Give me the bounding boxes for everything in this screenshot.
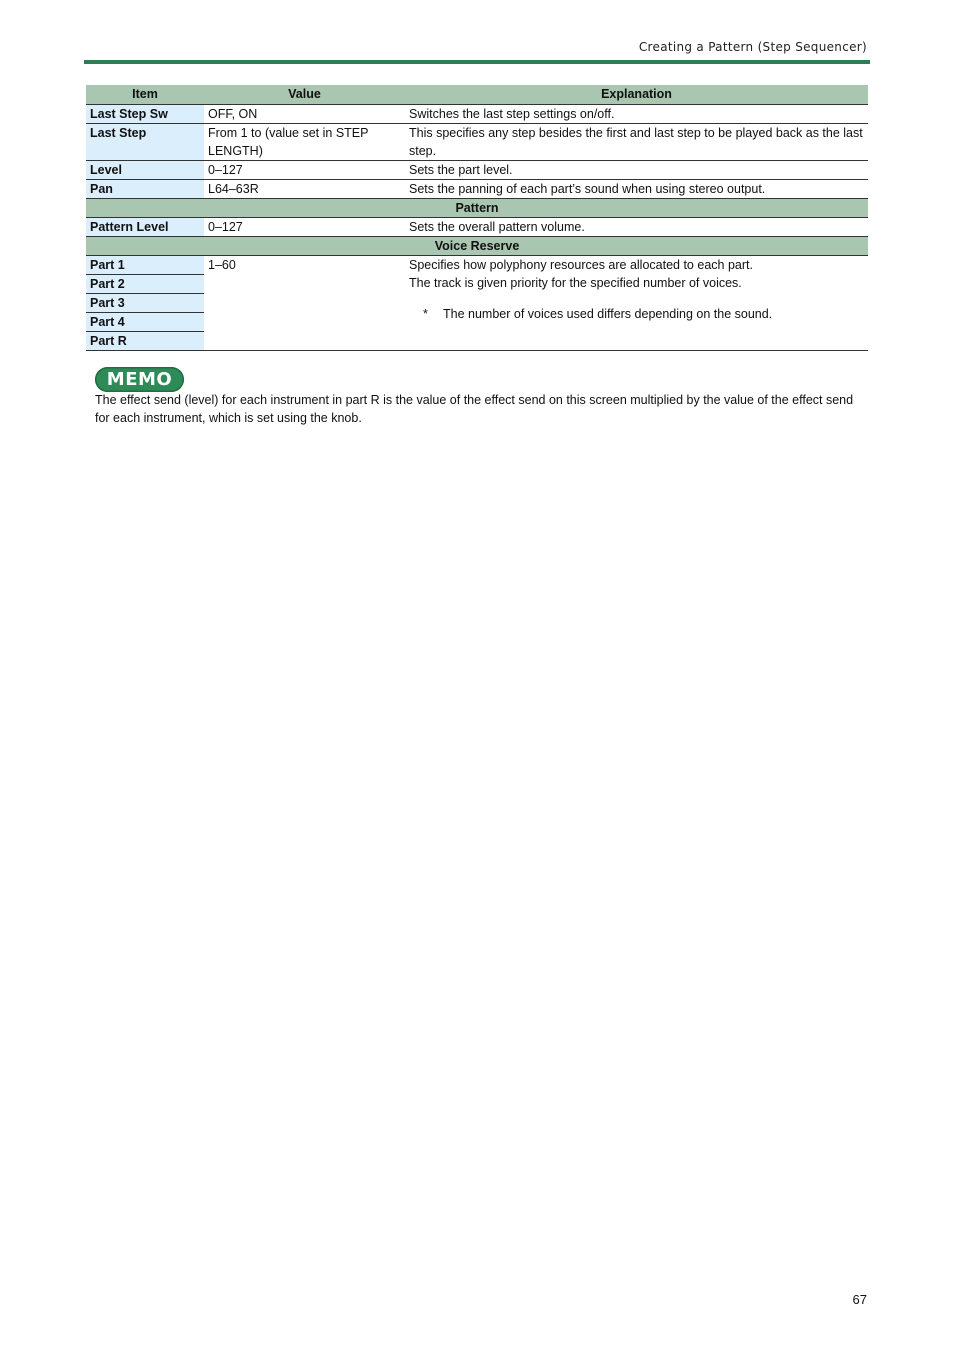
note-asterisk: * <box>423 306 428 321</box>
voice-reserve-explanation-line-2: The track is given priority for the specified number of voices. <box>409 275 742 290</box>
table-row <box>86 123 868 160</box>
note-text: The number of voices used differs depending on the sound. <box>443 306 773 321</box>
row-value: 0–127 <box>204 160 405 179</box>
voice-reserve-value: 1–60 <box>204 255 405 350</box>
row-item: Part 2 <box>86 274 204 293</box>
row-value: From 1 to (value set in STEP LENGTH) <box>204 123 405 160</box>
section-title-voice-reserve: Voice Reserve <box>86 236 868 255</box>
table-row <box>86 255 868 274</box>
header-rule <box>84 60 870 64</box>
table-row <box>86 179 868 198</box>
section-row-voice-reserve <box>86 236 868 255</box>
row-item: Last Step <box>86 123 204 160</box>
row-value: 0–127 <box>204 217 405 236</box>
voice-reserve-note <box>409 305 864 323</box>
row-item: Level <box>86 160 204 179</box>
row-item: Part 4 <box>86 312 204 331</box>
row-item: Part 3 <box>86 293 204 312</box>
row-item: Part R <box>86 331 204 350</box>
section-row-pattern <box>86 198 868 217</box>
column-header-value: Value <box>204 85 405 104</box>
row-item: Part 1 <box>86 255 204 274</box>
row-item: Pan <box>86 179 204 198</box>
row-explanation: Sets the panning of each part’s sound when using stereo output. <box>405 179 868 198</box>
row-value: OFF, ON <box>204 104 405 123</box>
memo-badge: MEMO <box>95 367 184 392</box>
row-explanation: Switches the last step settings on/off. <box>405 104 868 123</box>
row-explanation: Sets the part level. <box>405 160 868 179</box>
table-row <box>86 217 868 236</box>
table-row <box>86 104 868 123</box>
row-explanation: This specifies any step besides the first and last step to be played back as the last step. <box>405 123 868 160</box>
table-header-row <box>86 85 868 104</box>
row-explanation: Sets the overall pattern volume. <box>405 217 868 236</box>
page-number: 67 <box>852 1292 867 1307</box>
column-header-explanation: Explanation <box>405 85 868 104</box>
table-row <box>86 160 868 179</box>
row-item: Last Step Sw <box>86 104 204 123</box>
voice-reserve-explanation-line-1: Specifies how polyphony resources are allocated to each part. <box>409 257 753 272</box>
memo-text: The effect send (level) for each instrument in part R is the value of the effect send on this screen multiplied by the value of the effect send for each instrument, which is set using the knob. <box>95 393 854 425</box>
voice-reserve-explanation <box>405 255 868 350</box>
row-value: L64–63R <box>204 179 405 198</box>
section-title-pattern: Pattern <box>86 198 868 217</box>
running-header-title: Creating a Pattern (Step Sequencer) <box>638 40 867 54</box>
parameter-table <box>86 85 868 351</box>
column-header-item: Item <box>86 85 204 104</box>
row-item: Pattern Level <box>86 217 204 236</box>
